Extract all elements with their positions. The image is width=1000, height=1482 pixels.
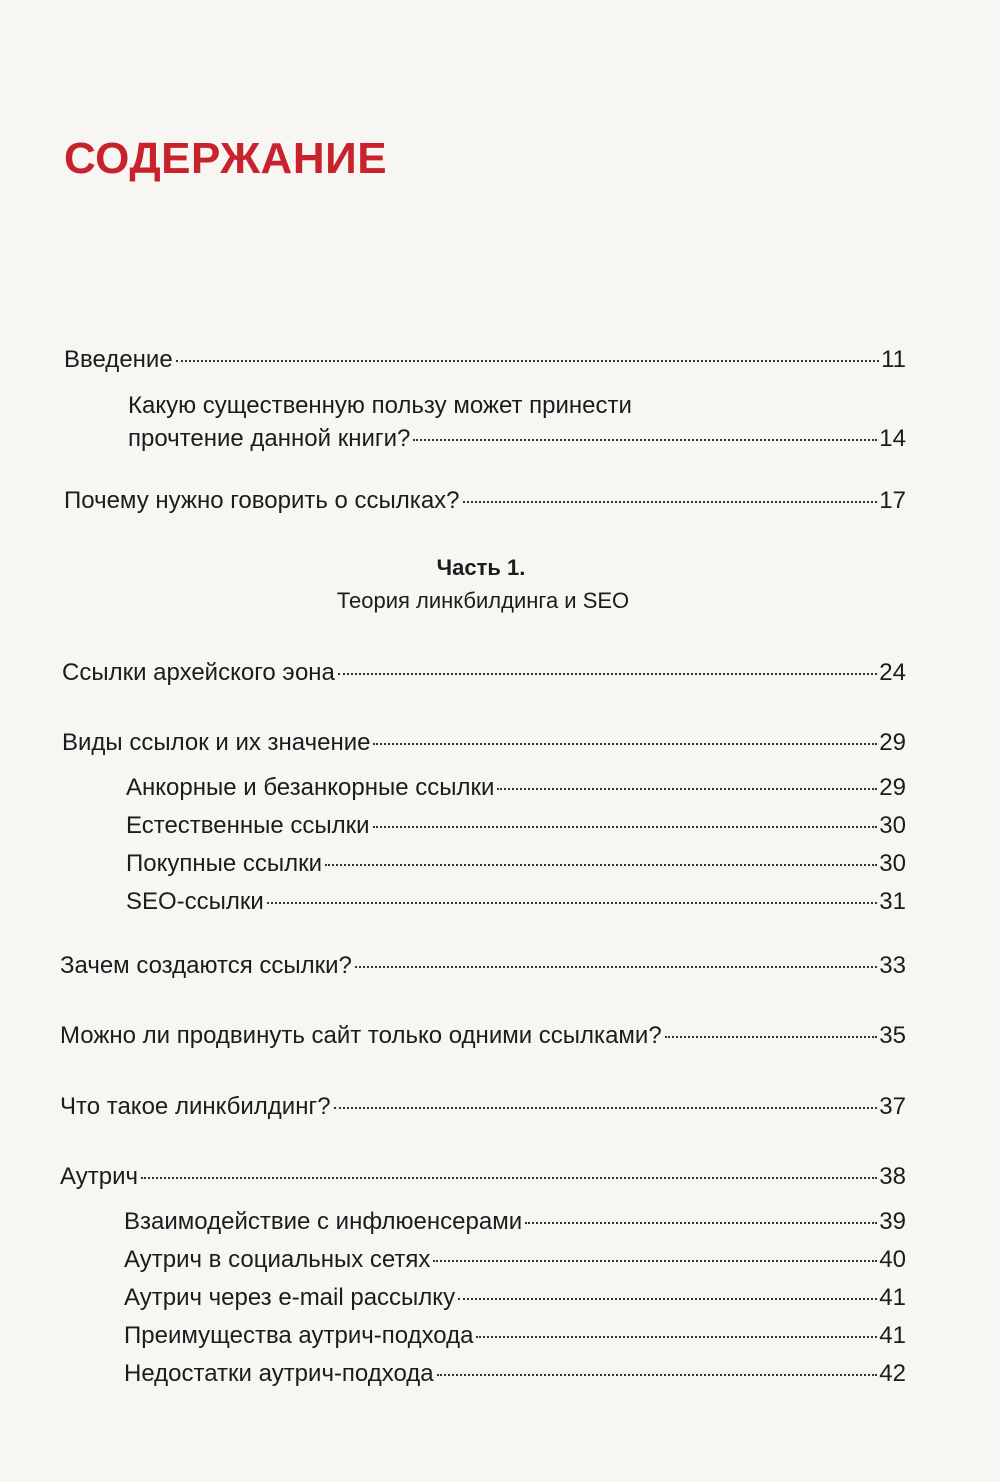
toc-page-number: 24 [879,659,906,686]
toc-page-number: 11 [881,346,906,373]
toc-entry[interactable] [126,849,906,879]
toc-page-number: 35 [879,1022,906,1049]
toc-entry[interactable] [124,1245,906,1275]
dot-leader [437,1374,878,1376]
dot-leader [176,360,879,362]
dot-leader [458,1298,877,1300]
toc-entry-label: Естественные ссылки [126,812,370,839]
toc-entry-label: Преимущества аутрич-подхода [124,1322,474,1349]
toc-entry-label: Ссылки архейского эона [62,659,335,686]
toc-page-number: 30 [879,812,906,839]
toc-page-number: 42 [879,1360,906,1387]
dot-leader [267,902,877,904]
toc-entry[interactable] [126,887,906,917]
toc-entry-label: Введение [64,346,173,373]
toc-page-number: 30 [879,850,906,877]
dot-leader [497,788,877,790]
toc-entry-label: Что такое линкбилдинг? [60,1093,331,1120]
part-heading: Часть 1. [436,555,526,580]
dot-leader [373,826,878,828]
toc-entry-label-line1: Какую существенную пользу может принести [128,392,632,419]
toc-page-number: 31 [879,888,906,915]
dot-leader [665,1036,878,1038]
toc-entry-label: Анкорные и безанкорные ссылки [126,774,495,801]
toc-page-number: 33 [879,952,906,979]
toc-entry-label: Можно ли продвинуть сайт только одними ссылками? [60,1022,662,1049]
toc-page-number: 41 [879,1284,906,1311]
dot-leader [413,439,877,441]
toc-entry[interactable] [62,658,906,688]
dot-leader [334,1107,878,1109]
dot-leader [463,501,878,503]
toc-entry-label: Покупные ссылки [126,850,323,877]
toc-page-number: 40 [879,1246,906,1273]
toc-entry-introduction[interactable] [64,345,906,375]
toc-page-number: 14 [879,425,906,452]
toc-entry[interactable] [126,811,906,841]
toc-entry-label: Зачем создаются ссылки? [60,952,352,979]
toc-entry-label: Недостатки аутрич-подхода [124,1360,434,1387]
toc-entry-book-benefit[interactable] [128,389,906,455]
part-subtitle: Теория линкбилдинга и SEO [336,588,630,613]
toc-page-number: 17 [879,487,906,514]
toc-entry-label: Аутрич в социальных сетях [124,1246,431,1273]
dot-leader [433,1260,877,1262]
dot-leader [325,864,877,866]
toc-entry-label: Аутрич через e-mail рассылку [124,1284,456,1311]
toc-entry-label: SEO-ссылки [126,888,264,915]
toc-entry-label: Аутрич [60,1163,138,1190]
toc-page-number: 29 [879,729,906,756]
toc-entry[interactable] [126,773,906,803]
toc-page-number: 29 [879,774,906,801]
toc-entry[interactable] [62,728,906,758]
dot-leader [476,1336,877,1338]
dot-leader [355,966,877,968]
toc-entry-label: Взаимодействие с инфлюенсерами [124,1208,523,1235]
dot-leader [141,1177,877,1179]
toc-entry[interactable] [124,1321,906,1351]
toc-entry[interactable] [124,1359,906,1389]
dot-leader [373,743,877,745]
toc-entry[interactable] [60,1092,906,1122]
dot-leader [338,673,877,675]
toc-entry-label-line2: прочтение данной книги? [128,425,411,452]
toc-entry[interactable] [124,1207,906,1237]
page-title: СОДЕРЖАНИЕ [64,134,388,183]
toc-entry[interactable] [60,1162,906,1192]
toc-entry-label: Почему нужно говорить о ссылках? [64,487,460,514]
toc-entry-label: Виды ссылок и их значение [62,729,371,756]
dot-leader [525,1222,877,1224]
toc-page-number: 37 [879,1093,906,1120]
toc-entry-why-links[interactable] [64,486,906,516]
toc-entry[interactable] [60,951,906,981]
toc-entry[interactable] [124,1283,906,1313]
toc-entry[interactable] [60,1021,906,1051]
toc-page-number: 41 [879,1322,906,1349]
toc-page-number: 38 [879,1163,906,1190]
toc-page-number: 39 [879,1208,906,1235]
